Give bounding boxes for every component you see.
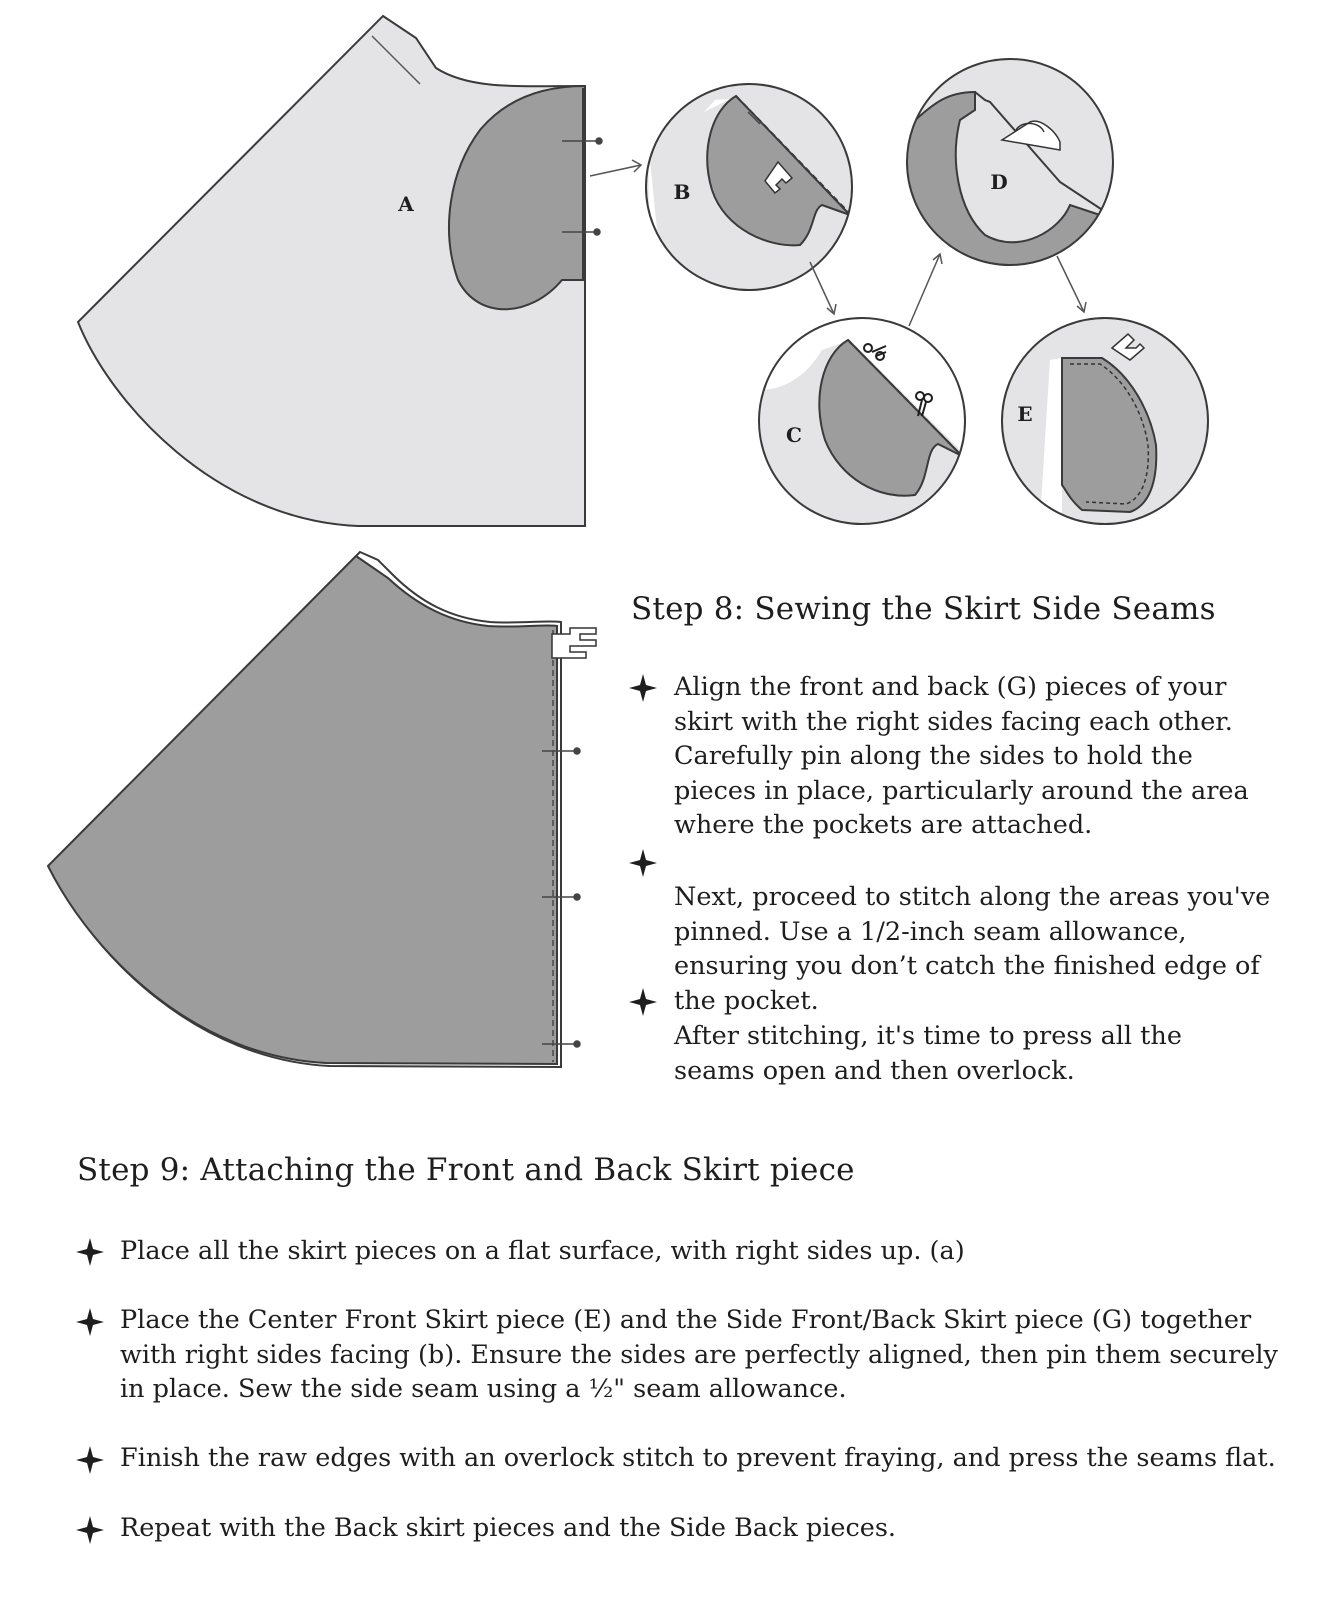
- arrow-a-to-b: [590, 160, 641, 176]
- arrow-d-to-e: [1057, 256, 1086, 312]
- step8-paragraph: Align the front and back (G) pieces of your skirt with the right sides facing each other. Carefully pin along the sides to hold the pieces in place, particularly around the area where the pockets are attached.: [674, 672, 1249, 840]
- step9-bullet: Place the Center Front Skirt piece (E) and the Side Front/Back Skirt piece (G) together with right sides facing (b). Ensure the sides are perfectly aligned, then pin them securely in place. Sew the side seam using a ½" seam allowance.: [120, 1305, 1278, 1404]
- sparkle-bullet-icon: [628, 673, 658, 703]
- sparkle-bullet-icon: [628, 848, 658, 878]
- diagram-label-d: D: [990, 170, 1008, 194]
- skirt-piece-a: [78, 16, 641, 526]
- arrow-b-to-c: [810, 262, 836, 314]
- skirt-side-seam-illustration: [48, 552, 596, 1067]
- detail-circle-e: [1002, 318, 1208, 524]
- diagram-label-a: A: [398, 192, 414, 216]
- diagram-label-b: B: [673, 180, 691, 204]
- sparkle-bullet-icon: [628, 987, 658, 1017]
- sparkle-bullet-icon: [75, 1237, 105, 1267]
- sparkle-bullet-icon: [75, 1307, 105, 1337]
- step9-bullet: Finish the raw edges with an overlock stitch to prevent fraying, and press the seams flat.: [120, 1443, 1276, 1473]
- step9-bullet: Place all the skirt pieces on a flat surface, with right sides up. (a): [120, 1236, 965, 1266]
- step8-title: Step 8: Sewing the Skirt Side Seams: [631, 591, 1216, 627]
- diagram-label-e: E: [1017, 402, 1033, 426]
- step9-bullet: Repeat with the Back skirt pieces and the Side Back pieces.: [120, 1513, 897, 1543]
- sparkle-bullet-icon: [75, 1445, 105, 1475]
- step9-title: Step 9: Attaching the Front and Back Skirt piece: [77, 1152, 855, 1188]
- detail-circle-b: [646, 84, 860, 300]
- detail-circle-c: [759, 318, 965, 530]
- step8-paragraph: After stitching, it's time to press all the seams open and then overlock.: [674, 1021, 1182, 1086]
- arrow-c-to-d: [909, 254, 942, 326]
- step8-paragraph: Next, proceed to stitch along the areas you've pinned. Use a 1/2-inch seam allowance, ensuring you don’t catch the finished edge of the pocket.: [674, 882, 1271, 1016]
- detail-circle-d: [905, 59, 1113, 280]
- sparkle-bullet-icon: [75, 1515, 105, 1545]
- diagram-label-c: C: [786, 423, 802, 447]
